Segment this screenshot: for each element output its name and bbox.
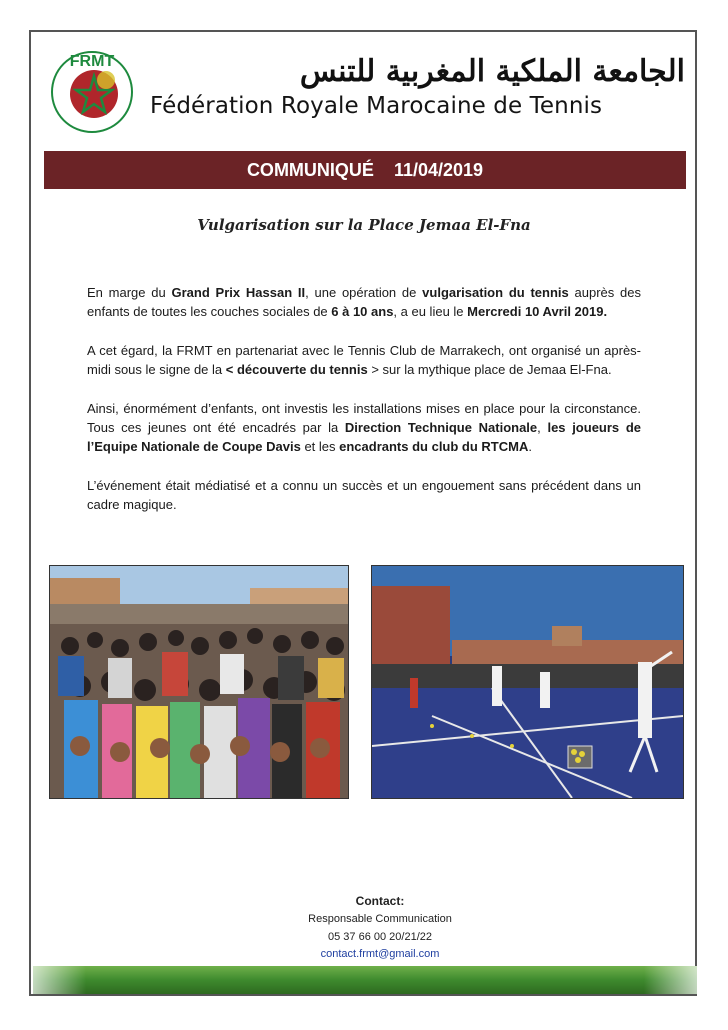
banner-date: 11/04/2019 [393, 159, 484, 180]
crowd-of-children-photo [49, 565, 349, 799]
p1-bold-vulgarisation: vulgarisation du tennis [422, 285, 569, 300]
p2-text: A cet égard, la FRMT en partenariat avec le Tennis Club de Marrakech, ont organisé un après-midi sous le signe de la [87, 343, 641, 377]
p1-text: En marge du [87, 285, 172, 300]
p3-bold-davis: les joueurs de l’Equipe Nationale de Coupe Davis [87, 420, 641, 454]
contact-phone: 05 37 66 00 20/21/22 [328, 931, 432, 943]
p3-text: . [528, 439, 532, 454]
p2-text: > sur la mythique place de Jemaa El-Fna. [367, 362, 612, 377]
p1-bold-age: 6 à 10 ans [331, 304, 394, 319]
p3-bold-rtcma: encadrants du club du RTCMA [339, 439, 529, 454]
article-subtitle: Vulgarisation sur la Place Jemaa El-Fna [197, 216, 531, 234]
p1-text: , une opération de [305, 285, 423, 300]
paragraph-1 [87, 283, 641, 321]
p1-bold-date: Mercredi 10 Avril 2019. [467, 304, 608, 319]
tennis-court-photo [371, 565, 684, 799]
contact-email-link[interactable]: contact.frmt@gmail.com [320, 948, 440, 960]
p1-text: auprès des enfants de toutes les couches sociales de [87, 285, 642, 319]
p2-bold-decouverte: < découverte du tennis [225, 362, 368, 377]
banner-label: COMMUNIQUÉ [246, 159, 374, 180]
paragraph-3 [87, 399, 641, 456]
p3-text: Ainsi, énormément d’enfants, ont investis les installations mises en place pour la circonstance. Tous ces jeunes ont été encadrés par la [87, 401, 641, 435]
frmt-logo [48, 44, 136, 136]
communique-banner [44, 151, 686, 189]
french-title: Fédération Royale Marocaine de Tennis [150, 93, 603, 119]
p3-text: et les [300, 439, 340, 454]
paragraph-2 [87, 341, 641, 379]
p1-text: , a eu lieu le [393, 304, 468, 319]
arabic-title: الجامعة الملكية المغربية للتنس [299, 54, 685, 89]
svg-text:FRMT: FRMT [69, 53, 115, 70]
paragraph-4: L’événement était médiatisé et a connu un succès et un engouement sans précédent dans un cadre magique. [87, 478, 641, 512]
grass-footer-image [33, 966, 697, 994]
p3-text: , [537, 420, 548, 435]
p1-bold-grand-prix: Grand Prix Hassan II [171, 285, 306, 300]
contact-role: Responsable Communication [308, 913, 452, 925]
article-body [87, 283, 641, 534]
contact-title: Contact: [355, 894, 405, 908]
p3-bold-dtn: Direction Technique Nationale [344, 420, 538, 435]
